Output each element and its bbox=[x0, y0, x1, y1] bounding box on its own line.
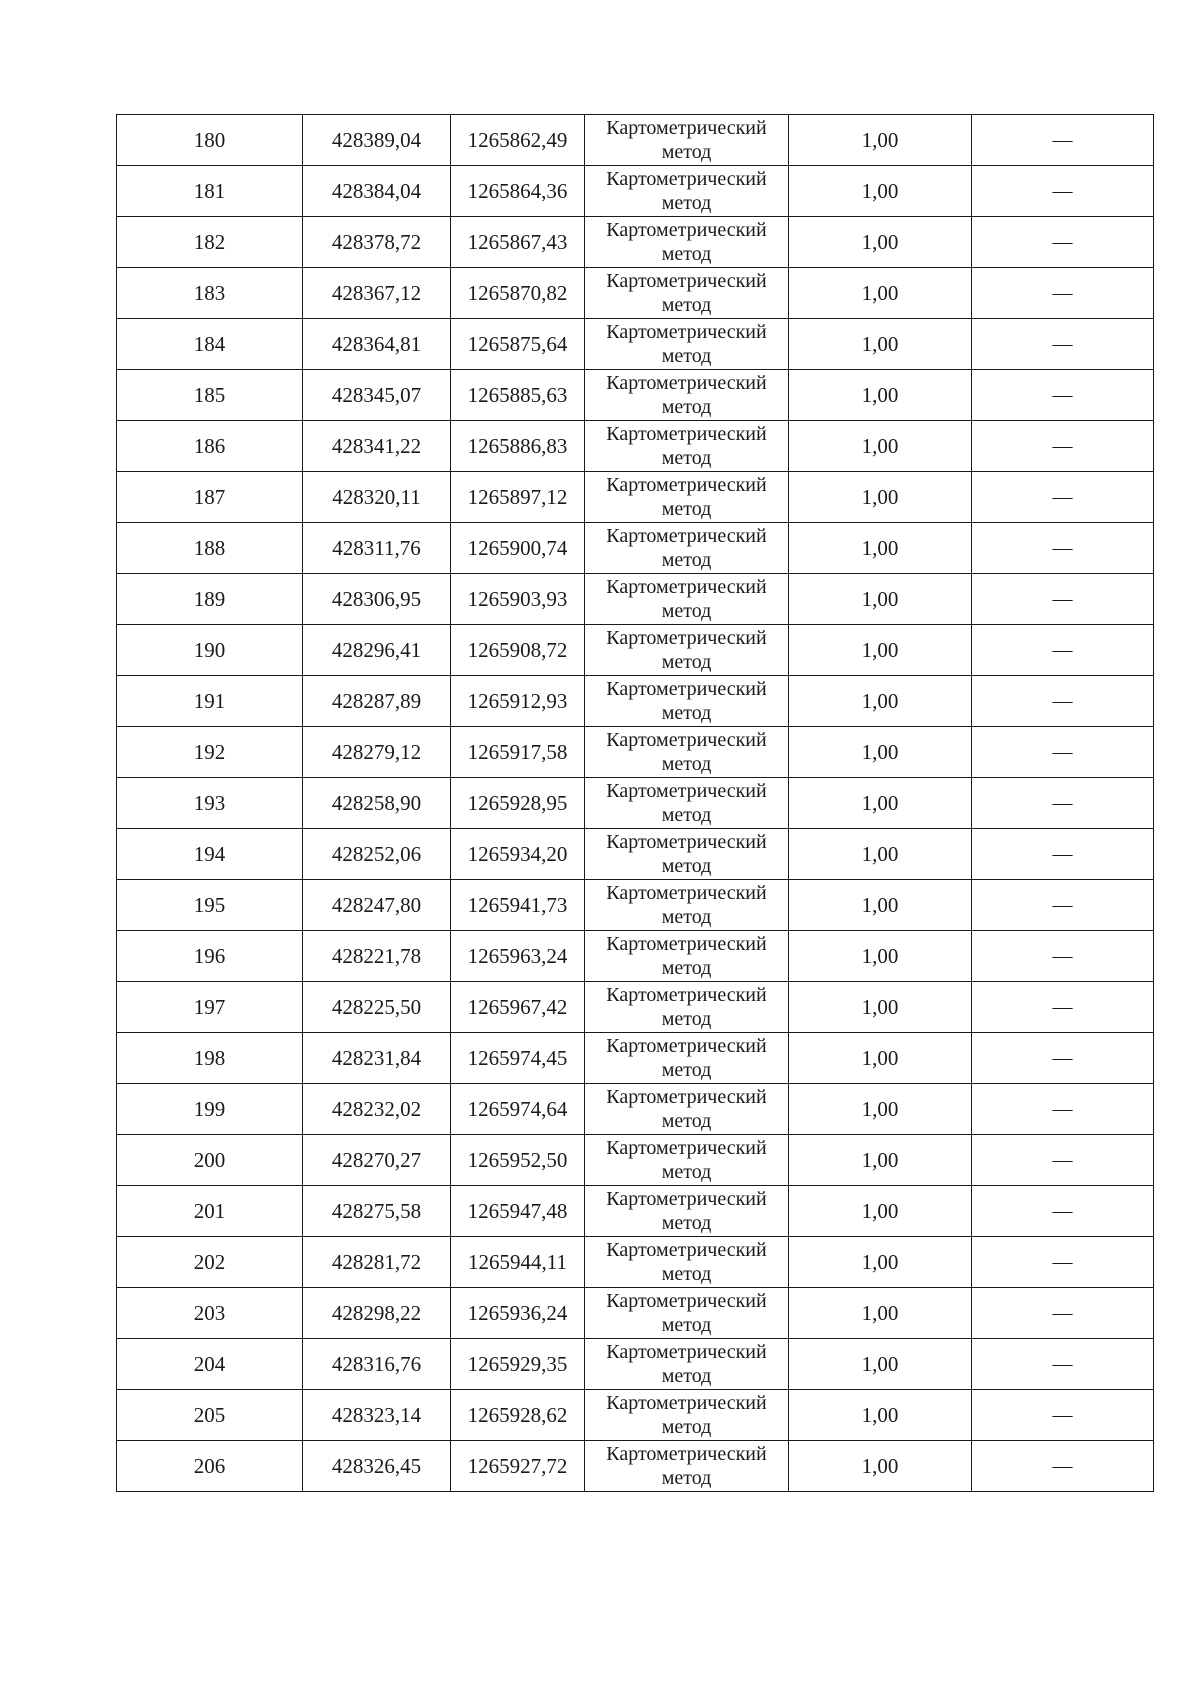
accuracy-cell: 1,00 bbox=[789, 1288, 972, 1339]
y-coordinate-cell: 1265928,95 bbox=[451, 778, 585, 829]
x-coordinate-cell: 428225,50 bbox=[303, 982, 451, 1033]
method-line-1: Картометрический bbox=[606, 831, 767, 853]
method-line-1: Картометрический bbox=[606, 933, 767, 955]
y-coordinate-cell: 1265934,20 bbox=[451, 829, 585, 880]
note-cell: — bbox=[972, 268, 1154, 319]
x-coordinate-cell: 428279,12 bbox=[303, 727, 451, 778]
point-number-cell: 197 bbox=[117, 982, 303, 1033]
note-cell: — bbox=[972, 1135, 1154, 1186]
note-cell: — bbox=[972, 982, 1154, 1033]
note-cell: — bbox=[972, 880, 1154, 931]
method-line-2: метод bbox=[661, 651, 712, 673]
x-coordinate-cell: 428384,04 bbox=[303, 166, 451, 217]
y-coordinate-cell: 1265963,24 bbox=[451, 931, 585, 982]
method-line-2: метод bbox=[661, 1314, 712, 1336]
x-coordinate-cell: 428316,76 bbox=[303, 1339, 451, 1390]
method-line-1: Картометрический bbox=[606, 1035, 767, 1057]
method-line-2: метод bbox=[661, 1365, 712, 1387]
method-cell bbox=[585, 115, 789, 166]
method-line-2: метод bbox=[661, 1416, 712, 1438]
note-cell: — bbox=[972, 421, 1154, 472]
note-cell: — bbox=[972, 1033, 1154, 1084]
method-line-1: Картометрический bbox=[606, 117, 767, 139]
table-row bbox=[117, 370, 1154, 421]
note-cell: — bbox=[972, 115, 1154, 166]
method-line-1: Картометрический bbox=[606, 321, 767, 343]
table-row bbox=[117, 1390, 1154, 1441]
method-line-2: метод bbox=[661, 855, 712, 877]
x-coordinate-cell: 428389,04 bbox=[303, 115, 451, 166]
x-coordinate-cell: 428221,78 bbox=[303, 931, 451, 982]
x-coordinate-cell: 428306,95 bbox=[303, 574, 451, 625]
method-line-1: Картометрический bbox=[606, 1341, 767, 1363]
method-cell bbox=[585, 472, 789, 523]
method-line-2: метод bbox=[661, 1008, 712, 1030]
method-line-1: Картометрический bbox=[606, 474, 767, 496]
method-line-2: метод bbox=[661, 396, 712, 418]
method-line-2: метод bbox=[661, 957, 712, 979]
x-coordinate-cell: 428311,76 bbox=[303, 523, 451, 574]
accuracy-cell: 1,00 bbox=[789, 421, 972, 472]
table-row bbox=[117, 1288, 1154, 1339]
method-cell bbox=[585, 676, 789, 727]
table-row bbox=[117, 166, 1154, 217]
method-line-1: Картометрический bbox=[606, 780, 767, 802]
accuracy-cell: 1,00 bbox=[789, 115, 972, 166]
point-number-cell: 181 bbox=[117, 166, 303, 217]
x-coordinate-cell: 428320,11 bbox=[303, 472, 451, 523]
method-line-2: метод bbox=[661, 1263, 712, 1285]
accuracy-cell: 1,00 bbox=[789, 880, 972, 931]
method-line-1: Картометрический bbox=[606, 1137, 767, 1159]
accuracy-cell: 1,00 bbox=[789, 523, 972, 574]
point-number-cell: 202 bbox=[117, 1237, 303, 1288]
note-cell: — bbox=[972, 217, 1154, 268]
x-coordinate-cell: 428326,45 bbox=[303, 1441, 451, 1492]
accuracy-cell: 1,00 bbox=[789, 727, 972, 778]
point-number-cell: 200 bbox=[117, 1135, 303, 1186]
method-line-2: метод bbox=[661, 600, 712, 622]
coordinates-table-body bbox=[117, 115, 1154, 1492]
accuracy-cell: 1,00 bbox=[789, 1033, 972, 1084]
table-row bbox=[117, 625, 1154, 676]
method-line-1: Картометрический bbox=[606, 882, 767, 904]
x-coordinate-cell: 428281,72 bbox=[303, 1237, 451, 1288]
note-cell: — bbox=[972, 472, 1154, 523]
accuracy-cell: 1,00 bbox=[789, 268, 972, 319]
accuracy-cell: 1,00 bbox=[789, 1186, 972, 1237]
method-line-1: Картометрический bbox=[606, 1392, 767, 1414]
method-line-1: Картометрический bbox=[606, 1188, 767, 1210]
y-coordinate-cell: 1265967,42 bbox=[451, 982, 585, 1033]
method-line-1: Картометрический bbox=[606, 1290, 767, 1312]
method-cell bbox=[585, 574, 789, 625]
method-cell bbox=[585, 880, 789, 931]
x-coordinate-cell: 428287,89 bbox=[303, 676, 451, 727]
table-row bbox=[117, 319, 1154, 370]
method-line-2: метод bbox=[661, 702, 712, 724]
method-line-1: Картометрический bbox=[606, 678, 767, 700]
note-cell: — bbox=[972, 1339, 1154, 1390]
point-number-cell: 204 bbox=[117, 1339, 303, 1390]
table-row bbox=[117, 574, 1154, 625]
accuracy-cell: 1,00 bbox=[789, 1339, 972, 1390]
note-cell: — bbox=[972, 778, 1154, 829]
method-line-2: метод bbox=[661, 294, 712, 316]
accuracy-cell: 1,00 bbox=[789, 829, 972, 880]
method-cell bbox=[585, 268, 789, 319]
table-row bbox=[117, 1339, 1154, 1390]
note-cell: — bbox=[972, 574, 1154, 625]
point-number-cell: 195 bbox=[117, 880, 303, 931]
x-coordinate-cell: 428275,58 bbox=[303, 1186, 451, 1237]
method-line-2: метод bbox=[661, 1161, 712, 1183]
table-row bbox=[117, 1237, 1154, 1288]
accuracy-cell: 1,00 bbox=[789, 370, 972, 421]
method-cell bbox=[585, 829, 789, 880]
y-coordinate-cell: 1265912,93 bbox=[451, 676, 585, 727]
note-cell: — bbox=[972, 727, 1154, 778]
table-row bbox=[117, 880, 1154, 931]
method-line-2: метод bbox=[661, 549, 712, 571]
y-coordinate-cell: 1265917,58 bbox=[451, 727, 585, 778]
table-row bbox=[117, 1135, 1154, 1186]
table-row bbox=[117, 472, 1154, 523]
accuracy-cell: 1,00 bbox=[789, 1084, 972, 1135]
y-coordinate-cell: 1265974,64 bbox=[451, 1084, 585, 1135]
y-coordinate-cell: 1265886,83 bbox=[451, 421, 585, 472]
method-cell bbox=[585, 421, 789, 472]
method-cell bbox=[585, 1135, 789, 1186]
table-row bbox=[117, 1033, 1154, 1084]
accuracy-cell: 1,00 bbox=[789, 1237, 972, 1288]
note-cell: — bbox=[972, 1288, 1154, 1339]
method-cell bbox=[585, 1441, 789, 1492]
note-cell: — bbox=[972, 1237, 1154, 1288]
point-number-cell: 201 bbox=[117, 1186, 303, 1237]
table-row bbox=[117, 931, 1154, 982]
point-number-cell: 184 bbox=[117, 319, 303, 370]
x-coordinate-cell: 428298,22 bbox=[303, 1288, 451, 1339]
x-coordinate-cell: 428345,07 bbox=[303, 370, 451, 421]
accuracy-cell: 1,00 bbox=[789, 1390, 972, 1441]
y-coordinate-cell: 1265947,48 bbox=[451, 1186, 585, 1237]
y-coordinate-cell: 1265867,43 bbox=[451, 217, 585, 268]
y-coordinate-cell: 1265864,36 bbox=[451, 166, 585, 217]
accuracy-cell: 1,00 bbox=[789, 217, 972, 268]
method-line-2: метод bbox=[661, 1467, 712, 1489]
method-line-2: метод bbox=[661, 1059, 712, 1081]
y-coordinate-cell: 1265941,73 bbox=[451, 880, 585, 931]
method-line-1: Картометрический bbox=[606, 627, 767, 649]
note-cell: — bbox=[972, 676, 1154, 727]
note-cell: — bbox=[972, 370, 1154, 421]
method-cell bbox=[585, 166, 789, 217]
point-number-cell: 198 bbox=[117, 1033, 303, 1084]
note-cell: — bbox=[972, 931, 1154, 982]
method-cell bbox=[585, 1237, 789, 1288]
method-line-1: Картометрический bbox=[606, 270, 767, 292]
method-cell bbox=[585, 319, 789, 370]
point-number-cell: 186 bbox=[117, 421, 303, 472]
method-line-2: метод bbox=[661, 243, 712, 265]
point-number-cell: 185 bbox=[117, 370, 303, 421]
method-line-2: метод bbox=[661, 141, 712, 163]
method-line-2: метод bbox=[661, 447, 712, 469]
method-line-1: Картометрический bbox=[606, 423, 767, 445]
method-cell bbox=[585, 982, 789, 1033]
y-coordinate-cell: 1265862,49 bbox=[451, 115, 585, 166]
note-cell: — bbox=[972, 166, 1154, 217]
method-line-2: метод bbox=[661, 345, 712, 367]
point-number-cell: 182 bbox=[117, 217, 303, 268]
table-row bbox=[117, 982, 1154, 1033]
y-coordinate-cell: 1265875,64 bbox=[451, 319, 585, 370]
table-row bbox=[117, 268, 1154, 319]
method-line-1: Картометрический bbox=[606, 1239, 767, 1261]
point-number-cell: 199 bbox=[117, 1084, 303, 1135]
y-coordinate-cell: 1265944,11 bbox=[451, 1237, 585, 1288]
note-cell: — bbox=[972, 1441, 1154, 1492]
accuracy-cell: 1,00 bbox=[789, 1441, 972, 1492]
method-cell bbox=[585, 217, 789, 268]
x-coordinate-cell: 428296,41 bbox=[303, 625, 451, 676]
method-cell bbox=[585, 1288, 789, 1339]
accuracy-cell: 1,00 bbox=[789, 472, 972, 523]
y-coordinate-cell: 1265974,45 bbox=[451, 1033, 585, 1084]
point-number-cell: 180 bbox=[117, 115, 303, 166]
note-cell: — bbox=[972, 1084, 1154, 1135]
point-number-cell: 190 bbox=[117, 625, 303, 676]
accuracy-cell: 1,00 bbox=[789, 931, 972, 982]
accuracy-cell: 1,00 bbox=[789, 319, 972, 370]
note-cell: — bbox=[972, 829, 1154, 880]
table-row bbox=[117, 523, 1154, 574]
note-cell: — bbox=[972, 1186, 1154, 1237]
method-line-2: метод bbox=[661, 1110, 712, 1132]
method-line-1: Картометрический bbox=[606, 729, 767, 751]
x-coordinate-cell: 428378,72 bbox=[303, 217, 451, 268]
x-coordinate-cell: 428231,84 bbox=[303, 1033, 451, 1084]
method-cell bbox=[585, 625, 789, 676]
method-line-1: Картометрический bbox=[606, 219, 767, 241]
method-line-1: Картометрический bbox=[606, 372, 767, 394]
point-number-cell: 183 bbox=[117, 268, 303, 319]
point-number-cell: 191 bbox=[117, 676, 303, 727]
point-number-cell: 187 bbox=[117, 472, 303, 523]
y-coordinate-cell: 1265900,74 bbox=[451, 523, 585, 574]
method-line-2: метод bbox=[661, 1212, 712, 1234]
x-coordinate-cell: 428270,27 bbox=[303, 1135, 451, 1186]
method-cell bbox=[585, 778, 789, 829]
table-row bbox=[117, 727, 1154, 778]
note-cell: — bbox=[972, 625, 1154, 676]
accuracy-cell: 1,00 bbox=[789, 574, 972, 625]
y-coordinate-cell: 1265885,63 bbox=[451, 370, 585, 421]
method-line-1: Картометрический bbox=[606, 984, 767, 1006]
table-row bbox=[117, 421, 1154, 472]
point-number-cell: 194 bbox=[117, 829, 303, 880]
method-cell bbox=[585, 727, 789, 778]
x-coordinate-cell: 428323,14 bbox=[303, 1390, 451, 1441]
table-row bbox=[117, 778, 1154, 829]
method-line-1: Картометрический bbox=[606, 576, 767, 598]
x-coordinate-cell: 428367,12 bbox=[303, 268, 451, 319]
accuracy-cell: 1,00 bbox=[789, 625, 972, 676]
y-coordinate-cell: 1265927,72 bbox=[451, 1441, 585, 1492]
point-number-cell: 196 bbox=[117, 931, 303, 982]
table-row bbox=[117, 1441, 1154, 1492]
method-cell bbox=[585, 1084, 789, 1135]
x-coordinate-cell: 428258,90 bbox=[303, 778, 451, 829]
method-line-1: Картометрический bbox=[606, 168, 767, 190]
note-cell: — bbox=[972, 319, 1154, 370]
y-coordinate-cell: 1265897,12 bbox=[451, 472, 585, 523]
method-line-1: Картометрический bbox=[606, 525, 767, 547]
y-coordinate-cell: 1265929,35 bbox=[451, 1339, 585, 1390]
method-line-2: метод bbox=[661, 804, 712, 826]
accuracy-cell: 1,00 bbox=[789, 778, 972, 829]
accuracy-cell: 1,00 bbox=[789, 166, 972, 217]
accuracy-cell: 1,00 bbox=[789, 1135, 972, 1186]
method-cell bbox=[585, 1186, 789, 1237]
method-line-2: метод bbox=[661, 498, 712, 520]
x-coordinate-cell: 428364,81 bbox=[303, 319, 451, 370]
table-row bbox=[117, 1084, 1154, 1135]
note-cell: — bbox=[972, 1390, 1154, 1441]
point-number-cell: 192 bbox=[117, 727, 303, 778]
point-number-cell: 205 bbox=[117, 1390, 303, 1441]
point-number-cell: 206 bbox=[117, 1441, 303, 1492]
method-cell bbox=[585, 523, 789, 574]
coordinates-table bbox=[116, 114, 1154, 1492]
point-number-cell: 189 bbox=[117, 574, 303, 625]
x-coordinate-cell: 428341,22 bbox=[303, 421, 451, 472]
method-cell bbox=[585, 1390, 789, 1441]
point-number-cell: 193 bbox=[117, 778, 303, 829]
method-cell bbox=[585, 1033, 789, 1084]
y-coordinate-cell: 1265908,72 bbox=[451, 625, 585, 676]
point-number-cell: 203 bbox=[117, 1288, 303, 1339]
x-coordinate-cell: 428247,80 bbox=[303, 880, 451, 931]
y-coordinate-cell: 1265952,50 bbox=[451, 1135, 585, 1186]
note-cell: — bbox=[972, 523, 1154, 574]
table-row bbox=[117, 1186, 1154, 1237]
x-coordinate-cell: 428252,06 bbox=[303, 829, 451, 880]
method-line-1: Картометрический bbox=[606, 1443, 767, 1465]
y-coordinate-cell: 1265903,93 bbox=[451, 574, 585, 625]
y-coordinate-cell: 1265928,62 bbox=[451, 1390, 585, 1441]
table-row bbox=[117, 676, 1154, 727]
method-line-2: метод bbox=[661, 192, 712, 214]
method-line-1: Картометрический bbox=[606, 1086, 767, 1108]
x-coordinate-cell: 428232,02 bbox=[303, 1084, 451, 1135]
accuracy-cell: 1,00 bbox=[789, 676, 972, 727]
point-number-cell: 188 bbox=[117, 523, 303, 574]
method-cell bbox=[585, 370, 789, 421]
y-coordinate-cell: 1265870,82 bbox=[451, 268, 585, 319]
method-line-2: метод bbox=[661, 753, 712, 775]
y-coordinate-cell: 1265936,24 bbox=[451, 1288, 585, 1339]
method-cell bbox=[585, 1339, 789, 1390]
accuracy-cell: 1,00 bbox=[789, 982, 972, 1033]
table-row bbox=[117, 829, 1154, 880]
method-line-2: метод bbox=[661, 906, 712, 928]
table-row bbox=[117, 217, 1154, 268]
table-row bbox=[117, 115, 1154, 166]
method-cell bbox=[585, 931, 789, 982]
